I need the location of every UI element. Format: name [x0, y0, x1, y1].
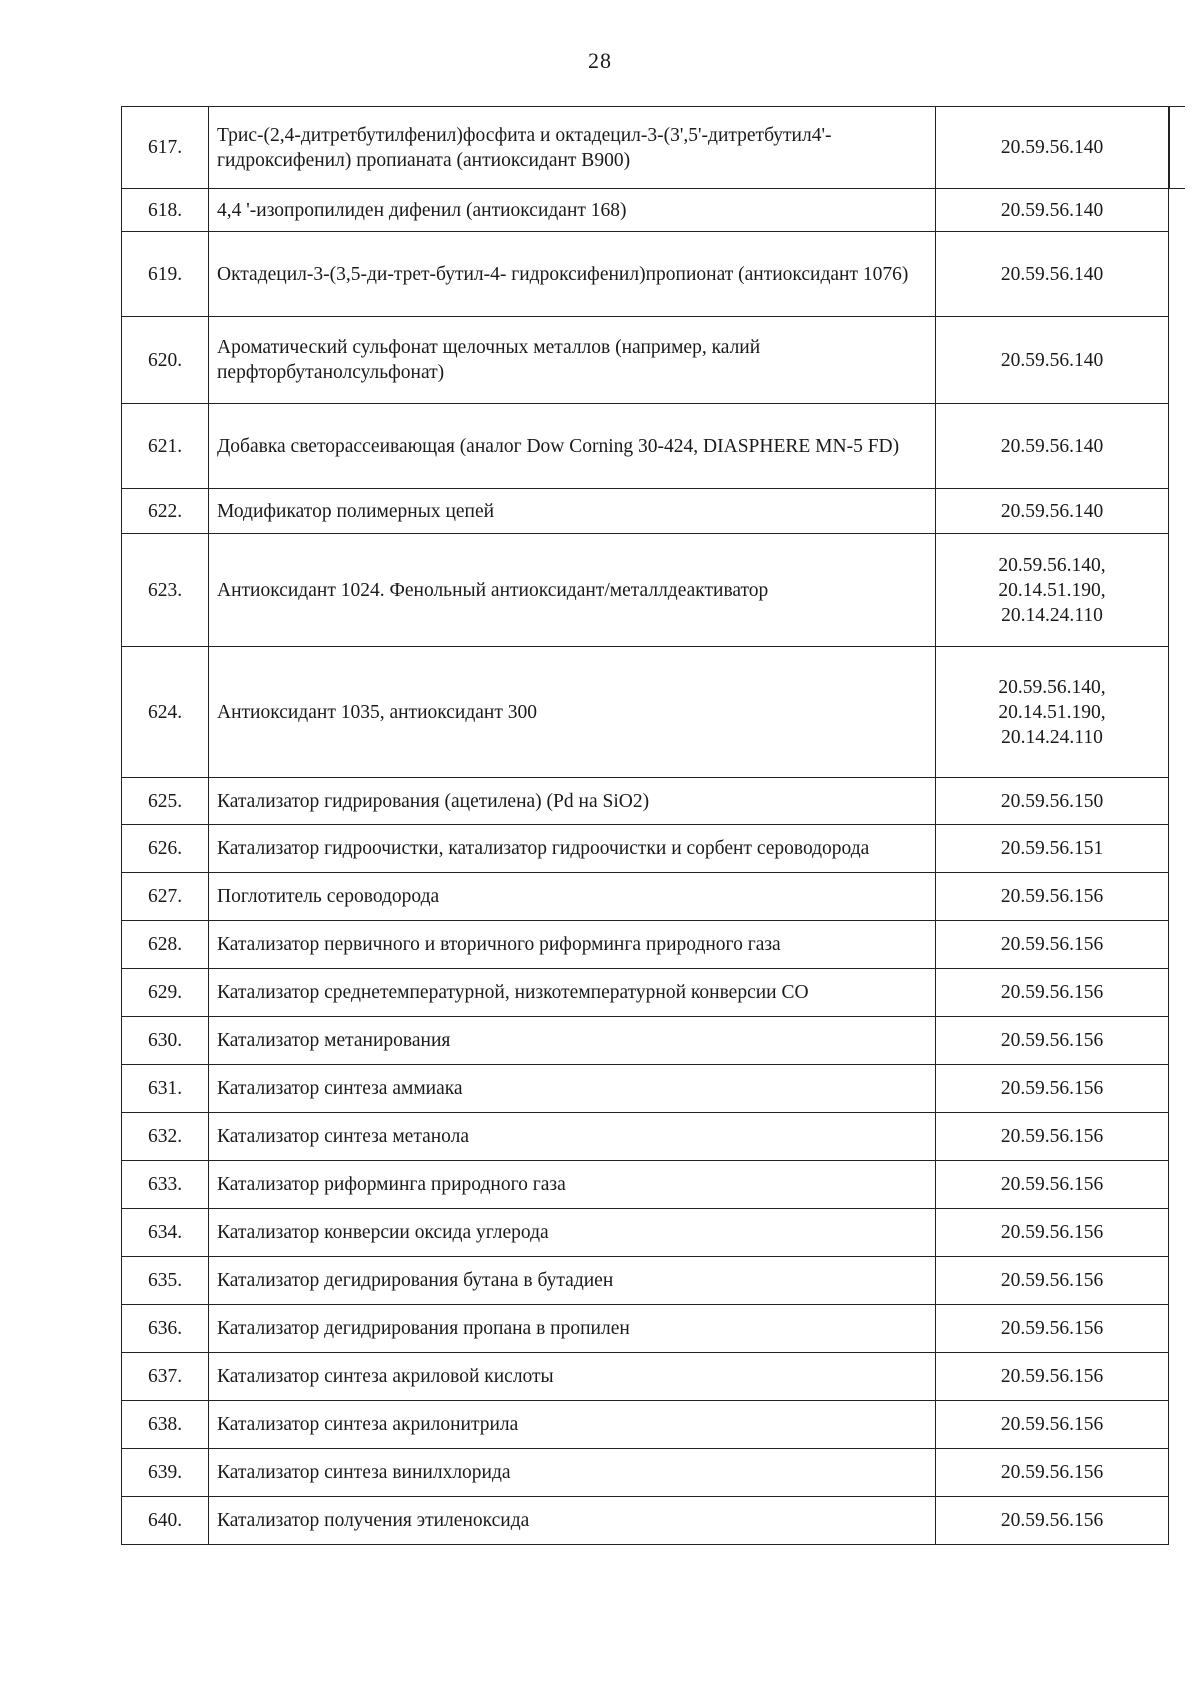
row-number: 618. [122, 189, 209, 232]
table-row [122, 1497, 1169, 1545]
item-code: 20.59.56.140 [936, 489, 1169, 534]
item-name: 4,4 '-изопропилиден дифенил (антиоксидант 168) [209, 189, 936, 232]
table-body [122, 107, 1169, 1545]
table-row [122, 647, 1169, 778]
item-code: 20.59.56.140, 20.14.51.190, 20.14.24.110 [936, 647, 1169, 778]
row-number: 632. [122, 1113, 209, 1161]
table-row [122, 1017, 1169, 1065]
item-name: Катализатор синтеза акриловой кислоты [209, 1353, 936, 1401]
row-number: 624. [122, 647, 209, 778]
row-number: 621. [122, 404, 209, 489]
item-name: Антиоксидант 1035, антиоксидант 300 [209, 647, 936, 778]
table-row [122, 1449, 1169, 1497]
item-name: Антиоксидант 1024. Фенольный антиоксидант/металлдеактиватор [209, 534, 936, 647]
item-code: 20.59.56.156 [936, 1401, 1169, 1449]
table-row [122, 825, 1169, 873]
table-row [122, 232, 1169, 317]
item-code: 20.59.56.140, 20.14.51.190, 20.14.24.110 [936, 534, 1169, 647]
item-name: Добавка светорассеивающая (аналог Dow Corning 30-424, DIASPHERE MN-5 FD) [209, 404, 936, 489]
row-number: 631. [122, 1065, 209, 1113]
table-edge-line [1169, 106, 1170, 188]
table-row [122, 778, 1169, 825]
table-row [122, 1305, 1169, 1353]
item-name: Поглотитель сероводорода [209, 873, 936, 921]
item-code: 20.59.56.156 [936, 1449, 1169, 1497]
row-number: 640. [122, 1497, 209, 1545]
row-number: 635. [122, 1257, 209, 1305]
item-name: Катализатор синтеза акрилонитрила [209, 1401, 936, 1449]
row-number: 629. [122, 969, 209, 1017]
item-code: 20.59.56.156 [936, 1209, 1169, 1257]
row-number: 617. [122, 107, 209, 189]
table-row [122, 873, 1169, 921]
item-name: Катализатор среднетемпературной, низкотемпературной конверсии CO [209, 969, 936, 1017]
item-code: 20.59.56.156 [936, 1353, 1169, 1401]
table-row [122, 1353, 1169, 1401]
item-code: 20.59.56.140 [936, 317, 1169, 404]
table-row [122, 1209, 1169, 1257]
row-number: 620. [122, 317, 209, 404]
item-code: 20.59.56.151 [936, 825, 1169, 873]
table-row [122, 1161, 1169, 1209]
table-row [122, 317, 1169, 404]
item-name: Модификатор полимерных цепей [209, 489, 936, 534]
item-name: Катализатор дегидрирования пропана в пропилен [209, 1305, 936, 1353]
row-number: 633. [122, 1161, 209, 1209]
item-name: Катализатор конверсии оксида углерода [209, 1209, 936, 1257]
item-code: 20.59.56.156 [936, 1305, 1169, 1353]
item-name: Катализатор первичного и вторичного риформинга природного газа [209, 921, 936, 969]
items-table [121, 106, 1169, 1545]
row-number: 623. [122, 534, 209, 647]
item-code: 20.59.56.156 [936, 1065, 1169, 1113]
item-code: 20.59.56.156 [936, 873, 1169, 921]
row-number: 636. [122, 1305, 209, 1353]
item-name: Катализатор риформинга природного газа [209, 1161, 936, 1209]
row-number: 630. [122, 1017, 209, 1065]
table-row [122, 1401, 1169, 1449]
table-edge-line [1169, 106, 1185, 107]
row-number: 639. [122, 1449, 209, 1497]
item-name: Трис-(2,4-дитретбутилфенил)фосфита и октадецил-3-(3',5'-дитретбутил4'-гидроксифенил) пропианата (антиоксидант В900) [209, 107, 936, 189]
table-row [122, 1257, 1169, 1305]
item-code: 20.59.56.156 [936, 1017, 1169, 1065]
item-code: 20.59.56.140 [936, 404, 1169, 489]
row-number: 625. [122, 778, 209, 825]
page-number: 28 [588, 48, 612, 73]
item-name: Октадецил-3-(3,5-ди-трет-бутил-4- гидроксифенил)пропионат (антиоксидант 1076) [209, 232, 936, 317]
table-row [122, 489, 1169, 534]
item-code: 20.59.56.140 [936, 232, 1169, 317]
item-code: 20.59.56.156 [936, 1113, 1169, 1161]
item-code: 20.59.56.156 [936, 1161, 1169, 1209]
row-number: 628. [122, 921, 209, 969]
table-row [122, 969, 1169, 1017]
table-row [122, 534, 1169, 647]
table-row [122, 404, 1169, 489]
item-name: Катализатор синтеза метанола [209, 1113, 936, 1161]
item-code: 20.59.56.156 [936, 1497, 1169, 1545]
table-row [122, 1065, 1169, 1113]
row-number: 634. [122, 1209, 209, 1257]
table-edge-line [1169, 188, 1185, 189]
item-code: 20.59.56.140 [936, 107, 1169, 189]
item-name: Ароматический сульфонат щелочных металлов (например, калий перфторбутанолсульфонат) [209, 317, 936, 404]
table-row [122, 921, 1169, 969]
item-code: 20.59.56.156 [936, 921, 1169, 969]
item-name: Катализатор гидрирования (ацетилена) (Pd на SiO2) [209, 778, 936, 825]
item-name: Катализатор получения этиленоксида [209, 1497, 936, 1545]
table-row [122, 1113, 1169, 1161]
item-code: 20.59.56.140 [936, 189, 1169, 232]
table-row [122, 189, 1169, 232]
item-code: 20.59.56.156 [936, 969, 1169, 1017]
item-name: Катализатор гидроочистки, катализатор гидроочистки и сорбент сероводорода [209, 825, 936, 873]
row-number: 622. [122, 489, 209, 534]
item-code: 20.59.56.150 [936, 778, 1169, 825]
table-row [122, 107, 1169, 189]
row-number: 619. [122, 232, 209, 317]
item-name: Катализатор дегидрирования бутана в бутадиен [209, 1257, 936, 1305]
row-number: 638. [122, 1401, 209, 1449]
item-name: Катализатор синтеза аммиака [209, 1065, 936, 1113]
item-name: Катализатор синтеза винилхлорида [209, 1449, 936, 1497]
row-number: 626. [122, 825, 209, 873]
row-number: 627. [122, 873, 209, 921]
row-number: 637. [122, 1353, 209, 1401]
item-code: 20.59.56.156 [936, 1257, 1169, 1305]
item-name: Катализатор метанирования [209, 1017, 936, 1065]
